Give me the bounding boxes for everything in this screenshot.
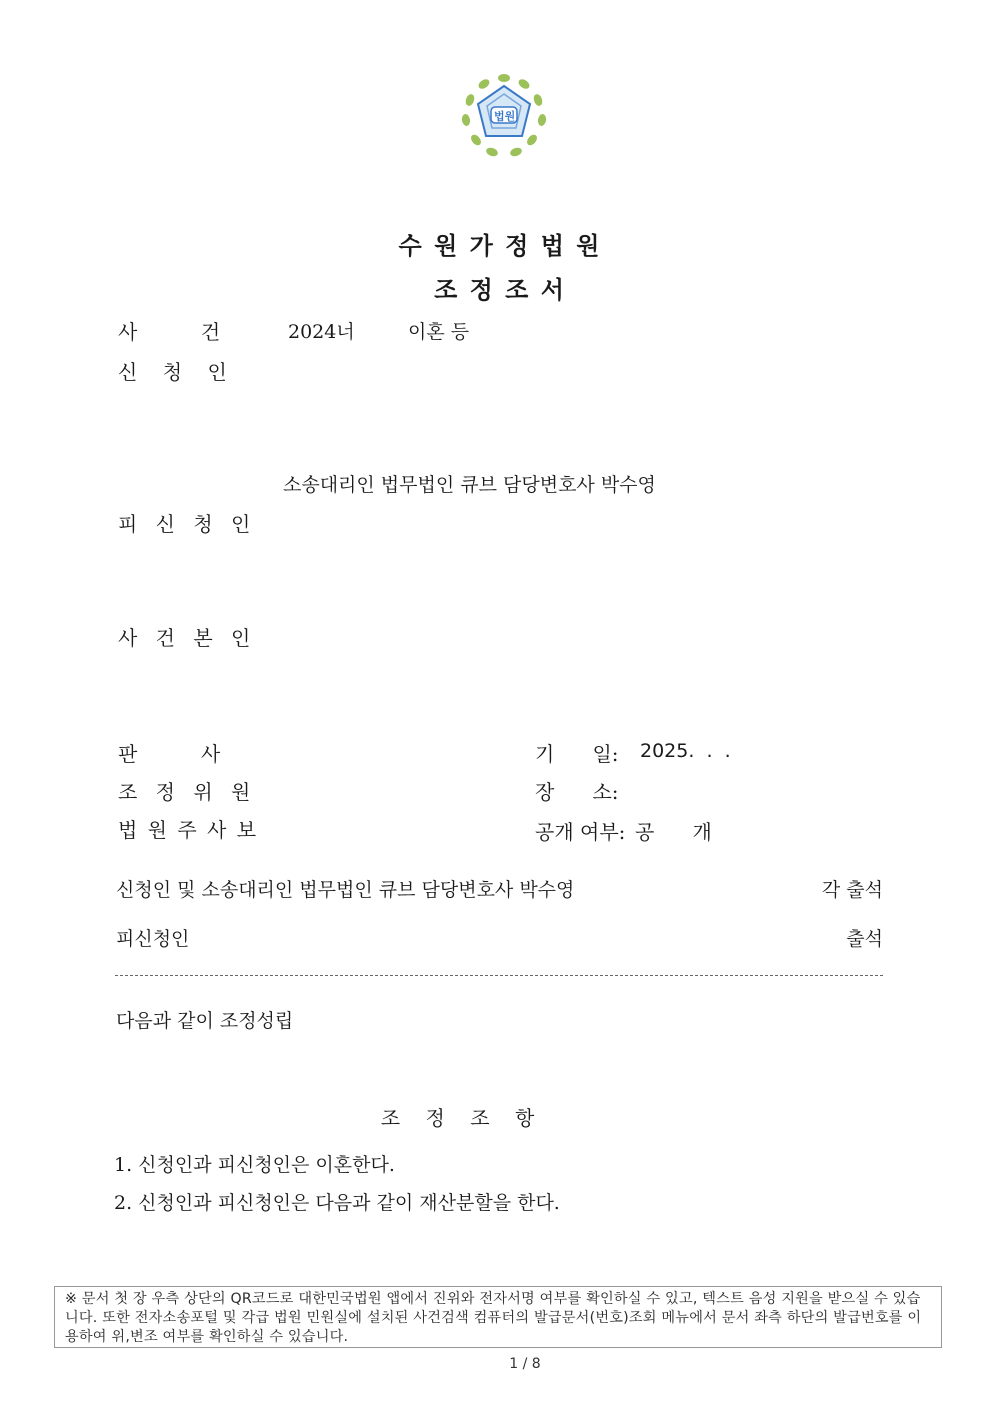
- public-label: 공개 여부:: [535, 820, 626, 844]
- mediator-label: 조 정 위 원: [118, 780, 257, 804]
- date-label: 기 일:: [535, 742, 619, 766]
- public-value: 공 개: [635, 820, 712, 844]
- page-number: 1 / 8: [509, 1356, 541, 1372]
- attendance-status: 각 출석: [821, 879, 883, 901]
- emblem-label: 법원: [494, 110, 516, 123]
- date-value: 2025. . .: [640, 740, 731, 762]
- term-item: 2. 신청인과 피신청인은 다음과 같이 재산분할을 한다.: [114, 1192, 560, 1214]
- applicant-label: 신 청 인: [118, 360, 227, 384]
- terms-heading: 조 정 조 항: [380, 1106, 535, 1130]
- term-item: 1. 신청인과 피신청인은 이혼한다.: [114, 1154, 395, 1176]
- court-name: 수 원 가 정 법 원: [398, 231, 602, 260]
- principal-label: 사 건 본 인: [118, 626, 257, 650]
- attendance-party: 피신청인: [116, 928, 190, 950]
- applicant-agent: 소송대리인 법무법인 큐브 담당변호사 박수영: [283, 474, 656, 496]
- respondent-label: 피 신 청 인: [118, 512, 257, 536]
- case-label: 사 건: [118, 320, 221, 344]
- case-name: 이혼 등: [408, 321, 470, 343]
- mediation-result: 다음과 같이 조정성립: [116, 1010, 294, 1032]
- court-emblem: [458, 70, 550, 162]
- clerk-label: 법 원 주 사 보: [118, 818, 259, 842]
- place-label: 장 소:: [535, 780, 619, 804]
- document-title: 조 정 조 서: [434, 275, 566, 304]
- divider: [115, 975, 883, 976]
- attendance-party: 신청인 및 소송대리인 법무법인 큐브 담당변호사 박수영: [116, 879, 575, 901]
- judge-label: 판 사: [118, 742, 221, 766]
- verification-notice: ※ 문서 첫 장 우측 상단의 QR코드로 대한민국법원 앱에서 진위와 전자서명 여부를 확인하실 수 있고, 텍스트 음성 지원을 받으실 수 있습니다. 또한 전자소송포털 및 각급 법원 민원실에 설치된 사건검색 컴퓨터의 발급문서(번호)조회 메뉴에서 문서 좌측 하단의 발급번호를 이용하여 위,변조 여부를 확인하실 수 있습니다.: [54, 1286, 942, 1348]
- case-number: 2024너: [288, 321, 355, 343]
- attendance-status: 출석: [846, 928, 883, 950]
